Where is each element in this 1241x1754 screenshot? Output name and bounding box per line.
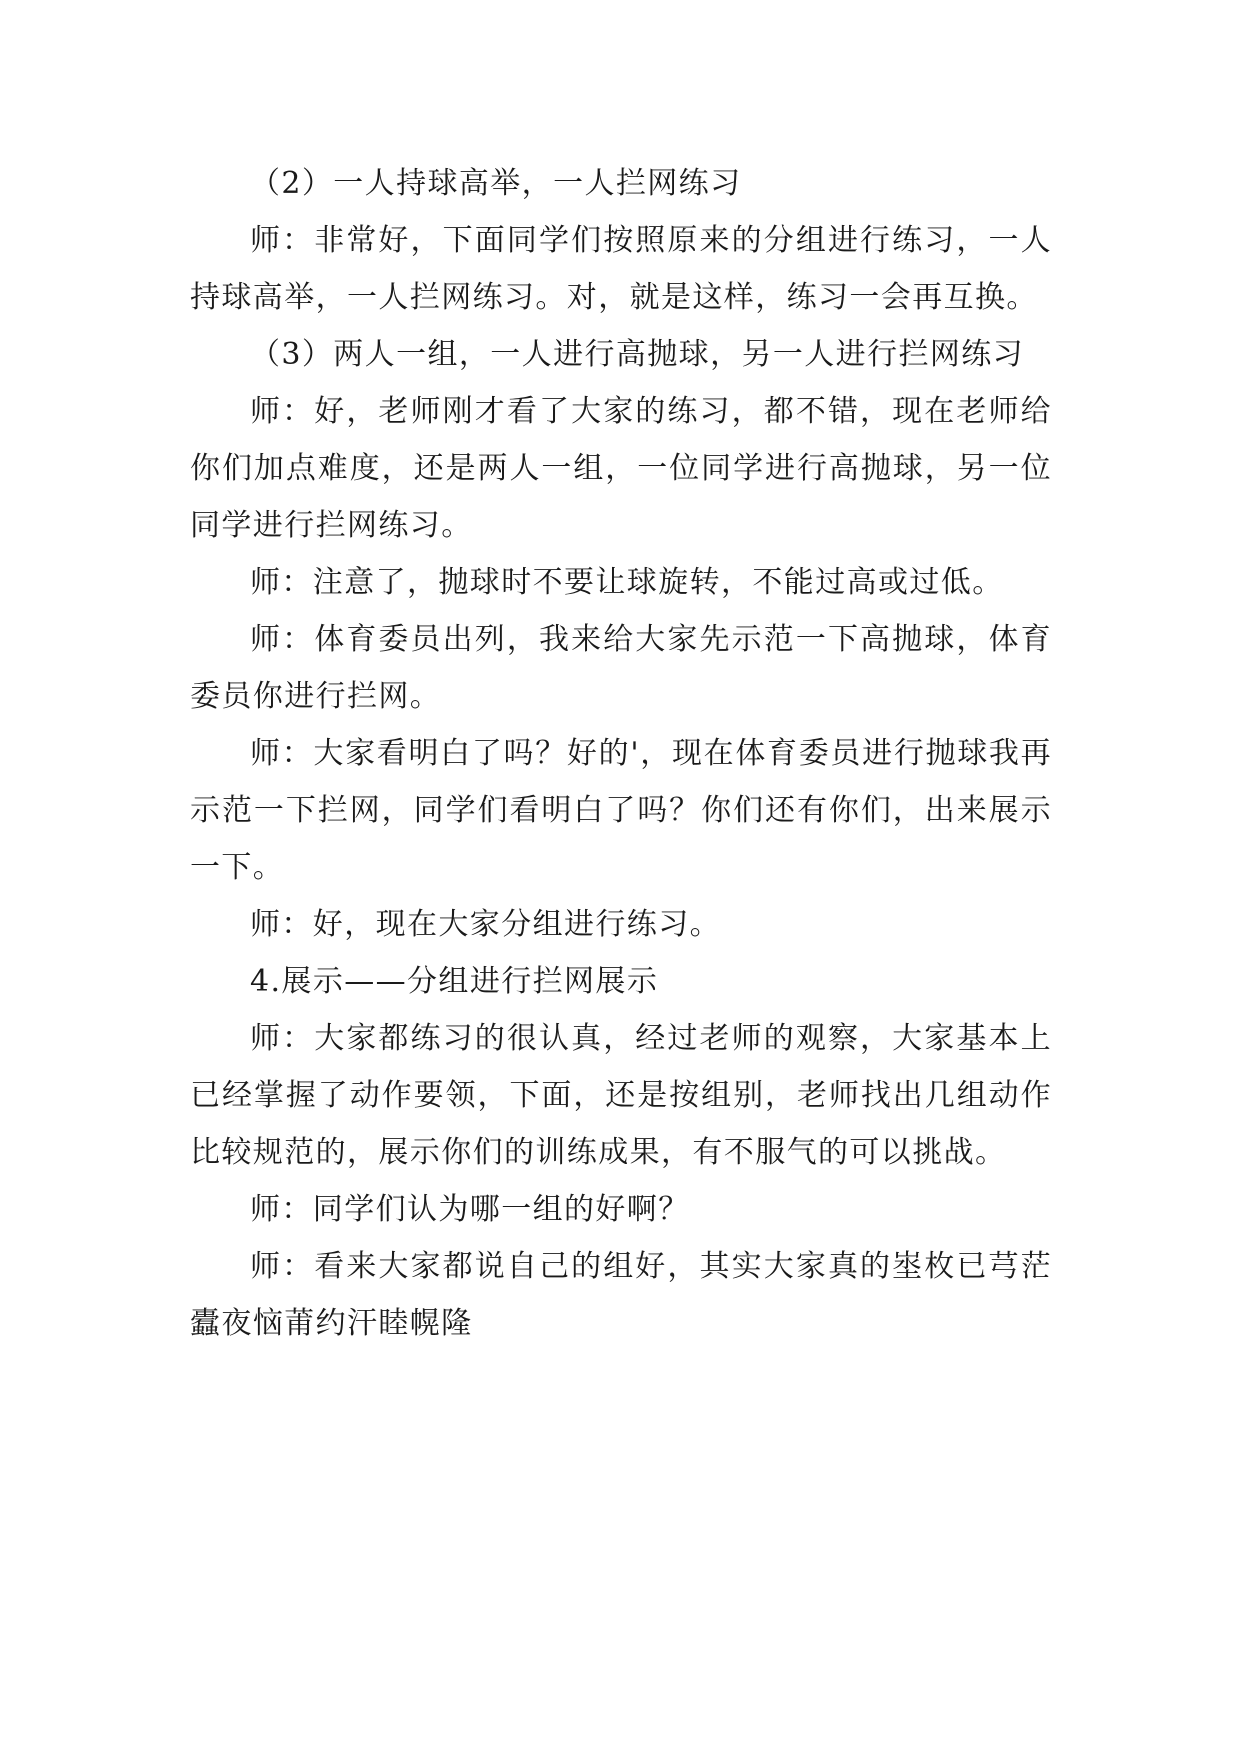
section-heading-4: 4.展示——分组进行拦网展示: [250, 964, 659, 999]
document-body: [190, 155, 1052, 1352]
paragraph: 师：体育委员出列，我来给大家先示范一下高抛球，体育委员你进行拦网。: [190, 622, 1052, 714]
paragraph: 师：大家看明白了吗？好的'，现在体育委员进行抛球我再示范一下拦网，同学们看明白了吗？你们还有你们，出来展示一下。: [190, 736, 1052, 885]
paragraph: 师：看来大家都说自己的组好，其实大家真的埊枚已芎茫蠹夜恼莆约汗睦幌隆: [190, 1249, 1052, 1341]
section-heading-3: （3）两人一组，一人进行高抛球，另一人进行拦网练习: [250, 337, 1025, 372]
section-heading-2: （2）一人持球高举，一人拦网练习: [250, 166, 742, 201]
paragraph: 师：注意了，抛球时不要让球旋转，不能过高或过低。: [250, 565, 1004, 600]
paragraph: 师：大家都练习的很认真，经过老师的观察，大家基本上已经掌握了动作要领，下面，还是按组别，老师找出几组动作比较规范的，展示你们的训练成果，有不服气的可以挑战。: [190, 1021, 1052, 1170]
paragraph: 师：同学们认为哪一组的好啊？: [250, 1192, 690, 1227]
paragraph: 师：好，现在大家分组进行练习。: [250, 907, 721, 942]
paragraph: 师：非常好，下面同学们按照原来的分组进行练习，一人持球高举，一人拦网练习。对，就是这样，练习一会再互换。: [190, 223, 1052, 315]
paragraph: 师：好，老师刚才看了大家的练习，都不错，现在老师给你们加点难度，还是两人一组，一位同学进行高抛球，另一位同学进行拦网练习。: [190, 394, 1052, 543]
